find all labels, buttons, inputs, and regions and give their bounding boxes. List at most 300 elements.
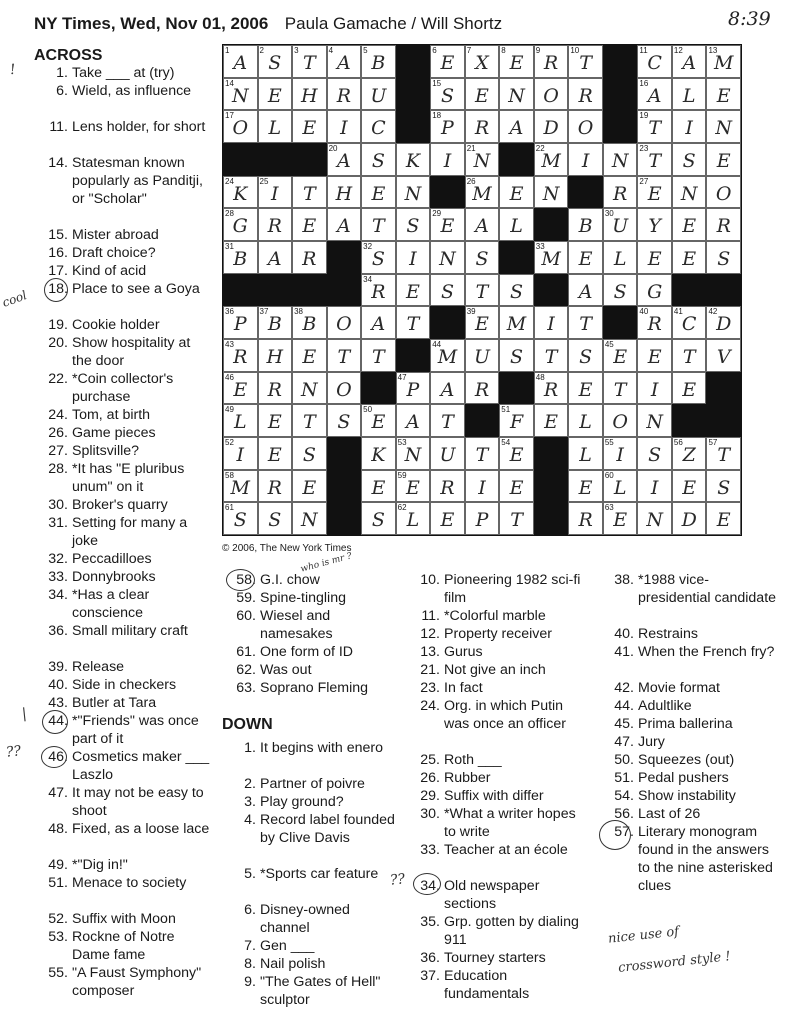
cell-number: 44 <box>432 340 442 349</box>
cell-letter: E <box>682 378 697 401</box>
grid-cell <box>603 470 638 503</box>
grid-cell <box>706 339 741 372</box>
grid-cell <box>258 372 293 405</box>
grid-block <box>396 45 431 78</box>
clue-number: 11. <box>421 608 440 624</box>
cell-letter: E <box>716 84 731 107</box>
cell-letter: P <box>233 313 247 336</box>
cell-letter: E <box>613 346 628 368</box>
cell-number: 27 <box>639 176 649 186</box>
grid-block <box>327 502 362 535</box>
clue-text: *It has "E pluribus unum" on it <box>72 461 185 495</box>
clue-text: Small military craft <box>72 623 188 639</box>
clue-number: 35. <box>420 914 440 930</box>
cell-letter: T <box>475 444 489 466</box>
cell-letter: S <box>371 509 385 532</box>
clue-text: Record label founded by Clive Davis <box>260 812 395 846</box>
grid-cell <box>223 372 258 405</box>
cell-number: 48 <box>535 372 545 382</box>
cell-letter: N <box>404 444 422 466</box>
grid-cell <box>603 176 638 209</box>
grid-cell <box>292 45 327 78</box>
cell-letter: R <box>612 182 628 205</box>
grid-block <box>672 274 707 307</box>
grid-cell <box>292 306 327 339</box>
grid-cell <box>672 339 707 372</box>
cell-letter: E <box>302 117 317 140</box>
cell-letter: U <box>370 84 387 107</box>
cell-letter: L <box>579 444 592 466</box>
grid-block <box>258 274 293 307</box>
clue-item <box>222 901 398 937</box>
cell-letter: V <box>716 346 731 368</box>
cell-number: 11 <box>639 46 648 55</box>
grid-cell <box>499 78 534 111</box>
clue-item <box>222 661 400 679</box>
cell-letter: E <box>578 248 593 270</box>
grid-block <box>706 372 741 405</box>
cell-letter: S <box>302 444 316 466</box>
grid-cell <box>706 437 741 470</box>
cell-number: 49 <box>225 405 234 415</box>
clue-number: 58. <box>236 572 256 588</box>
clue-number: 26. <box>420 770 440 786</box>
clue-number: 26. <box>48 425 68 441</box>
clue-item <box>222 739 398 757</box>
grid-block <box>223 274 258 307</box>
grid-block <box>327 437 362 470</box>
cell-letter: P <box>406 378 420 401</box>
cell-letter: N <box>611 150 629 172</box>
clue-text: Splitsville? <box>72 443 140 459</box>
cell-number: 33 <box>535 242 545 251</box>
handwritten-margin-bang: ! <box>9 61 17 79</box>
grid-block <box>223 143 258 176</box>
clue-item <box>222 811 398 847</box>
grid-cell <box>223 110 258 143</box>
cell-letter: I <box>650 378 659 401</box>
cell-letter: E <box>302 346 317 368</box>
cell-letter: O <box>336 313 352 336</box>
handwritten-note-line2: crossword style ! <box>617 949 732 976</box>
cell-letter: R <box>336 84 352 107</box>
grid-cell <box>706 306 741 339</box>
clue-item <box>600 733 780 751</box>
cell-letter: E <box>440 509 455 532</box>
clue-number: 44. <box>48 713 68 729</box>
clue-item <box>34 928 212 964</box>
grid-block <box>603 306 638 339</box>
clue-item <box>406 913 582 949</box>
cell-number: 53 <box>397 438 407 447</box>
clue-number: 55. <box>48 965 68 981</box>
grid-cell <box>430 143 465 176</box>
cell-number: 25 <box>259 176 269 186</box>
clue-item <box>406 805 582 841</box>
clue-text: Spine-tingling <box>260 590 346 606</box>
cell-letter: S <box>337 411 351 434</box>
cell-letter: N <box>508 84 525 107</box>
cell-number: 3 <box>294 46 299 55</box>
cell-letter: T <box>302 182 316 205</box>
cell-letter: H <box>301 84 318 107</box>
cell-letter: E <box>509 52 524 74</box>
cell-letter: E <box>440 52 455 74</box>
grid-cell <box>499 502 534 535</box>
cell-number: 4 <box>328 46 334 55</box>
grid-block <box>327 241 362 274</box>
grid-cell <box>258 306 293 339</box>
cell-letter: A <box>440 378 455 401</box>
cell-number: 7 <box>466 46 472 55</box>
grid-cell <box>499 45 534 78</box>
clue-number: 10. <box>420 572 440 588</box>
clue-item <box>406 751 582 769</box>
grid-cell <box>706 45 741 78</box>
cell-letter: C <box>681 313 697 336</box>
handwritten-margin-58: who is mr ? <box>299 551 354 575</box>
clue-item <box>34 262 212 280</box>
clue-item <box>34 964 212 1000</box>
clue-number: 59. <box>236 590 256 606</box>
cell-letter: I <box>581 150 590 172</box>
clue-item <box>406 607 582 625</box>
cell-letter: E <box>509 182 524 205</box>
clue-text: *"Friends" was once part of it <box>72 713 199 747</box>
grid-cell <box>327 208 362 241</box>
cell-letter: A <box>475 215 489 238</box>
clue-text: Menace to society <box>72 875 187 891</box>
clue-number: 16. <box>48 245 68 261</box>
grid-cell <box>223 78 258 111</box>
clue-number: 9. <box>244 974 256 990</box>
grid-cell <box>672 176 707 209</box>
grid-cell <box>430 502 465 535</box>
clue-item <box>600 715 780 733</box>
cell-letter: X <box>475 52 489 74</box>
clue-number: 45. <box>614 716 634 732</box>
cell-number: 34 <box>363 274 373 284</box>
copyright-line: © 2006, The New York Times <box>222 543 352 554</box>
grid-cell <box>568 372 603 405</box>
grid-cell <box>361 437 396 470</box>
grid-cell <box>258 176 293 209</box>
clue-text: Wield, as influence <box>72 83 192 99</box>
grid-cell <box>465 241 500 274</box>
grid-cell <box>327 306 362 339</box>
clue-number: 52. <box>48 911 68 927</box>
cell-letter: A <box>336 150 351 172</box>
grid-cell <box>534 110 569 143</box>
grid-cell <box>396 176 431 209</box>
cell-letter: R <box>543 378 559 401</box>
clue-item <box>34 226 212 244</box>
grid-block <box>361 372 396 405</box>
grid-cell <box>327 45 362 78</box>
grid-cell <box>465 339 500 372</box>
grid-cell <box>568 208 603 241</box>
handwritten-margin-cool: cool <box>0 288 29 310</box>
grid-cell <box>568 306 603 339</box>
grid-cell <box>637 208 672 241</box>
grid-cell <box>258 339 293 372</box>
cell-number: 57 <box>708 438 718 447</box>
cell-letter: M <box>472 182 492 205</box>
clue-text: In fact <box>444 680 483 696</box>
clue-item <box>34 676 212 694</box>
cell-letter: S <box>268 509 282 532</box>
clue-number: 42. <box>614 680 634 696</box>
clue-text: Not give an inch <box>444 662 546 678</box>
clue-text: Pioneering 1982 sci-fi film <box>444 572 581 606</box>
clue-number: 39. <box>48 659 68 675</box>
cell-letter: L <box>268 117 282 140</box>
clue-text: Setting for many a joke <box>72 515 188 549</box>
grid-cell <box>396 437 431 470</box>
grid-cell <box>223 470 258 503</box>
cell-letter: D <box>716 313 732 336</box>
grid-cell <box>396 241 431 274</box>
cell-number: 22 <box>535 144 545 153</box>
cell-letter: R <box>578 84 593 107</box>
clue-number: 32. <box>48 551 68 567</box>
clue-text: Broker's quarry <box>72 497 168 513</box>
clue-number: 57. <box>614 824 634 840</box>
grid-cell <box>465 502 500 535</box>
handwritten-note-line1: nice use of <box>607 924 680 947</box>
clue-text: *1988 vice-presidential candidate <box>638 572 777 606</box>
cell-letter: B <box>371 52 386 74</box>
grid-cell <box>568 339 603 372</box>
grid-cell <box>223 306 258 339</box>
cell-letter: B <box>302 313 317 336</box>
clue-number: 51. <box>614 770 634 786</box>
cell-letter: N <box>231 84 249 107</box>
cell-number: 20 <box>328 144 338 153</box>
cell-number: 18 <box>432 111 442 121</box>
clue-number: 34. <box>48 587 68 603</box>
handwritten-margin-qq-34: ?? <box>389 871 406 889</box>
cell-letter: E <box>509 444 524 466</box>
cell-letter: E <box>544 411 558 434</box>
clue-text: Movie format <box>638 680 720 696</box>
grid-cell <box>430 470 465 503</box>
clue-number: 21. <box>420 662 440 678</box>
grid-block <box>327 274 362 307</box>
cell-number: 2 <box>259 46 264 55</box>
clue-text: Prima ballerina <box>638 716 733 732</box>
cell-letter: N <box>301 378 318 401</box>
cell-number: 55 <box>604 438 614 447</box>
clue-text: It begins with enero <box>260 740 384 756</box>
grid-block <box>396 110 431 143</box>
clue-item <box>34 316 212 334</box>
clue-text: Tourney starters <box>444 950 546 966</box>
grid-cell <box>292 502 327 535</box>
cell-letter: T <box>717 444 731 466</box>
grid-cell <box>637 78 672 111</box>
clue-number: 41. <box>614 644 634 660</box>
grid-cell <box>258 404 293 437</box>
clue-number: 38. <box>614 572 634 588</box>
grid-cell <box>672 241 707 274</box>
cell-letter: A <box>682 52 697 74</box>
clue-number: 19. <box>48 317 68 333</box>
cell-letter: S <box>371 248 385 270</box>
grid-cell <box>361 45 396 78</box>
grid-cell <box>672 110 707 143</box>
cell-letter: E <box>440 215 455 238</box>
clue-number: 40. <box>48 677 68 693</box>
grid-cell <box>361 470 396 503</box>
clue-number: 25. <box>420 752 440 768</box>
clue-number: 22. <box>48 371 68 387</box>
clue-item <box>600 643 780 661</box>
clue-item <box>406 625 582 643</box>
clue-number: 28. <box>48 461 68 477</box>
cell-letter: T <box>682 346 696 368</box>
cell-letter: D <box>681 509 697 532</box>
cell-letter: E <box>716 509 731 532</box>
across-heading: ACROSS <box>34 47 103 64</box>
cell-number: 61 <box>225 503 234 513</box>
clue-item <box>34 748 212 784</box>
grid-cell <box>603 404 638 437</box>
cell-letter: S <box>371 150 385 172</box>
grid-cell <box>637 45 672 78</box>
cell-letter: H <box>335 182 353 205</box>
cell-letter: E <box>682 476 697 499</box>
cell-letter: N <box>715 117 733 140</box>
grid-cell <box>327 143 362 176</box>
grid-cell <box>637 241 672 274</box>
clue-item <box>34 712 212 748</box>
cell-letter: N <box>404 182 422 205</box>
cell-letter: R <box>716 215 731 238</box>
clue-item <box>406 661 582 679</box>
cell-letter: A <box>336 215 351 238</box>
grid-block <box>534 437 569 470</box>
grid-cell <box>465 372 500 405</box>
cell-letter: M <box>541 248 561 270</box>
cell-letter: T <box>302 411 316 434</box>
grid-cell <box>258 45 293 78</box>
grid-cell <box>637 404 672 437</box>
cell-number: 37 <box>259 307 269 317</box>
clue-number: 47. <box>614 734 634 750</box>
clue-text: Grp. gotten by dialing 911 <box>444 914 579 948</box>
clue-text: Education fundamentals <box>444 968 530 1002</box>
cell-letter: T <box>510 509 523 532</box>
cell-letter: N <box>542 182 560 205</box>
cell-letter: R <box>302 248 317 270</box>
puzzle-title: NY Times, Wed, Nov 01, 2006 <box>34 14 269 33</box>
cell-letter: B <box>578 215 593 238</box>
clue-item <box>34 64 212 82</box>
grid-cell <box>499 176 534 209</box>
clue-item <box>406 877 582 913</box>
cell-number: 12 <box>673 46 683 55</box>
clue-number: 23. <box>420 680 440 696</box>
clue-number: 46. <box>48 749 68 765</box>
clue-number: 50. <box>614 752 634 768</box>
clue-number: 34. <box>420 878 440 894</box>
grid-cell <box>672 437 707 470</box>
grid-cell <box>672 208 707 241</box>
clue-number: 36. <box>420 950 440 966</box>
clue-text: "The Gates of Hell" sculptor <box>260 974 381 1008</box>
clue-text: Kind of acid <box>72 263 147 279</box>
cell-number: 29 <box>432 209 442 219</box>
grid-cell <box>637 176 672 209</box>
cell-letter: O <box>543 84 559 107</box>
cell-letter: E <box>578 476 593 499</box>
clue-text: Take ___ at (try) <box>72 65 175 81</box>
cell-letter: I <box>271 182 279 205</box>
cell-letter: I <box>547 313 555 336</box>
cell-letter: A <box>267 248 282 270</box>
cell-letter: E <box>509 476 524 499</box>
grid-cell <box>568 143 603 176</box>
clue-text: Cosmetics maker ___ Laszlo <box>72 749 210 783</box>
clue-text: Last of 26 <box>638 806 701 822</box>
clue-item <box>34 154 212 208</box>
grid-cell <box>292 176 327 209</box>
handwritten-time: 8:39 <box>728 8 771 30</box>
cell-letter: R <box>647 313 662 336</box>
grid-block <box>603 110 638 143</box>
cell-letter: N <box>473 150 491 172</box>
grid-cell <box>430 110 465 143</box>
clue-number: 14. <box>48 155 68 171</box>
clue-text: Wiesel and namesakes <box>260 608 333 642</box>
clue-item <box>34 550 212 568</box>
cell-letter: B <box>233 248 248 270</box>
grid-cell <box>637 372 672 405</box>
clue-number: 8. <box>244 956 256 972</box>
puzzle-byline: Paula Gamache / Will Shortz <box>284 14 503 33</box>
cell-letter: M <box>713 52 734 74</box>
clue-item <box>222 607 400 643</box>
clue-item <box>34 874 212 892</box>
clue-text: Show instability <box>638 788 736 804</box>
cell-letter: R <box>267 378 282 401</box>
grid-block <box>672 404 707 437</box>
clue-text: Adultlike <box>638 698 692 714</box>
grid-cell <box>568 241 603 274</box>
cell-number: 23 <box>639 144 649 153</box>
cell-letter: E <box>613 509 628 532</box>
cell-letter: I <box>443 150 452 172</box>
grid-block <box>258 143 293 176</box>
clue-number: 12. <box>420 626 440 642</box>
clue-number: 5. <box>244 866 256 882</box>
clue-number: 56. <box>614 806 634 822</box>
grid-cell <box>292 78 327 111</box>
grid-cell <box>361 274 396 307</box>
cell-number: 45 <box>604 340 614 349</box>
grid-cell <box>568 110 603 143</box>
grid-cell <box>223 176 258 209</box>
grid-cell <box>327 404 362 437</box>
grid-cell <box>465 110 500 143</box>
cell-number: 46 <box>225 372 234 382</box>
clue-item <box>222 589 400 607</box>
grid-cell <box>499 208 534 241</box>
clue-number: 51. <box>48 875 68 891</box>
clue-number: 29. <box>420 788 440 804</box>
cell-letter: N <box>646 411 663 434</box>
